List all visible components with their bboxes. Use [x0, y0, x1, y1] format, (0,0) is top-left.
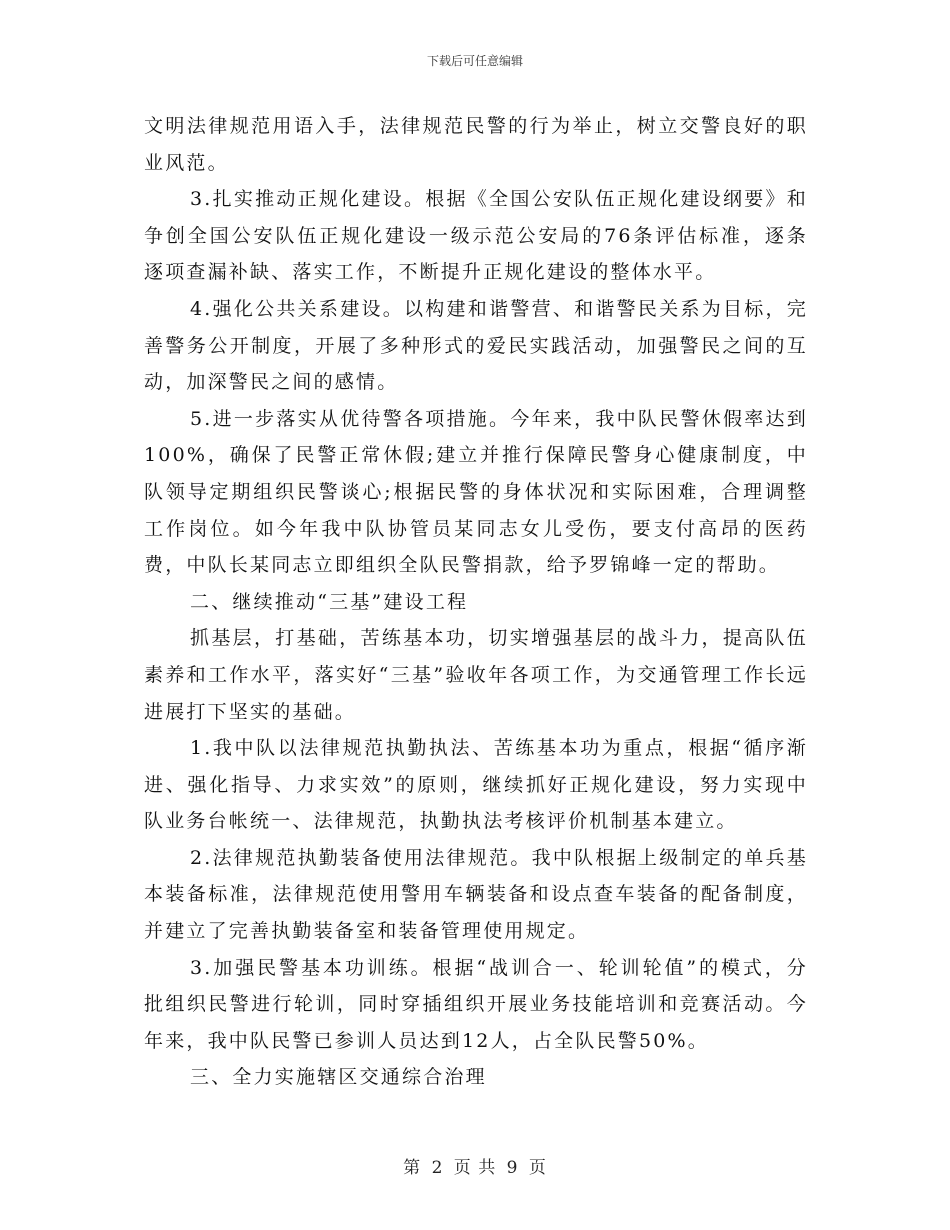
- footer-prefix: 第: [403, 1158, 422, 1178]
- page-header: 下载后可任意编辑: [426, 54, 523, 68]
- document-body: [144, 108, 808, 1096]
- footer-total-pages: 9: [506, 1158, 519, 1178]
- footer-middle: 页 共: [453, 1158, 497, 1178]
- section-heading: 二、继续推动“三基”建设工程: [190, 590, 469, 613]
- paragraph: 抓基层，打基础，苦练基本功，切实增强基层的战斗力，提高队伍素养和工作水平，落实好“三基”验收年各项工作，为交通管理工作长远进展打下坚实的基础。: [144, 627, 808, 723]
- footer-page-number: 2: [431, 1158, 444, 1178]
- section-heading: 三、全力实施辖区交通综合治理: [190, 1066, 487, 1089]
- page-footer: [0, 1153, 950, 1178]
- footer-suffix: 页: [528, 1158, 547, 1178]
- paragraph: 5.进一步落实从优待警各项措施。今年来，我中队民警休假率达到100%，确保了民警正常休假;建立并推行保障民警身心健康制度，中队领导定期组织民警谈心;根据民警的身体状况和实际困难，合理调整工作岗位。如今年我中队协管员某同志女儿受伤，要支付高昂的医药费，中队长某同志立即组织全队民警捐款，给予罗锦峰一定的帮助。: [144, 407, 808, 577]
- paragraph: 3.加强民警基本功训练。根据“战训合一、轮训轮值”的模式，分批组织民警进行轮训，同时穿插组织开展业务技能培训和竞赛活动。今年来，我中队民警已参训人员达到12人，占全队民警50%。: [144, 956, 808, 1052]
- paragraph: 1.我中队以法律规范执勤执法、苦练基本功为重点，根据“循序渐进、强化指导、力求实效”的原则，继续抓好正规化建设，努力实现中队业务台帐统一、法律规范，执勤执法考核评价机制基本建立。: [144, 737, 808, 833]
- paragraph: 2.法律规范执勤装备使用法律规范。我中队根据上级制定的单兵基本装备标准，法律规范使用警用车辆装备和设点查车装备的配备制度，并建立了完善执勤装备室和装备管理使用规定。: [144, 846, 808, 943]
- paragraph: 文明法律规范用语入手，法律规范民警的行为举止，树立交警良好的职业风范。: [144, 115, 808, 174]
- paragraph: 3.扎实推动正规化建设。根据《全国公安队伍正规化建设纲要》和争创全国公安队伍正规化建设一级示范公安局的76条评估标准，逐条逐项查漏补缺、落实工作，不断提升正规化建设的整体水平。: [144, 188, 808, 284]
- paragraph: 4.强化公共关系建设。以构建和谐警营、和谐警民关系为目标，完善警务公开制度，开展了多种形式的爱民实践活动，加强警民之间的互动，加深警民之间的感情。: [144, 297, 808, 394]
